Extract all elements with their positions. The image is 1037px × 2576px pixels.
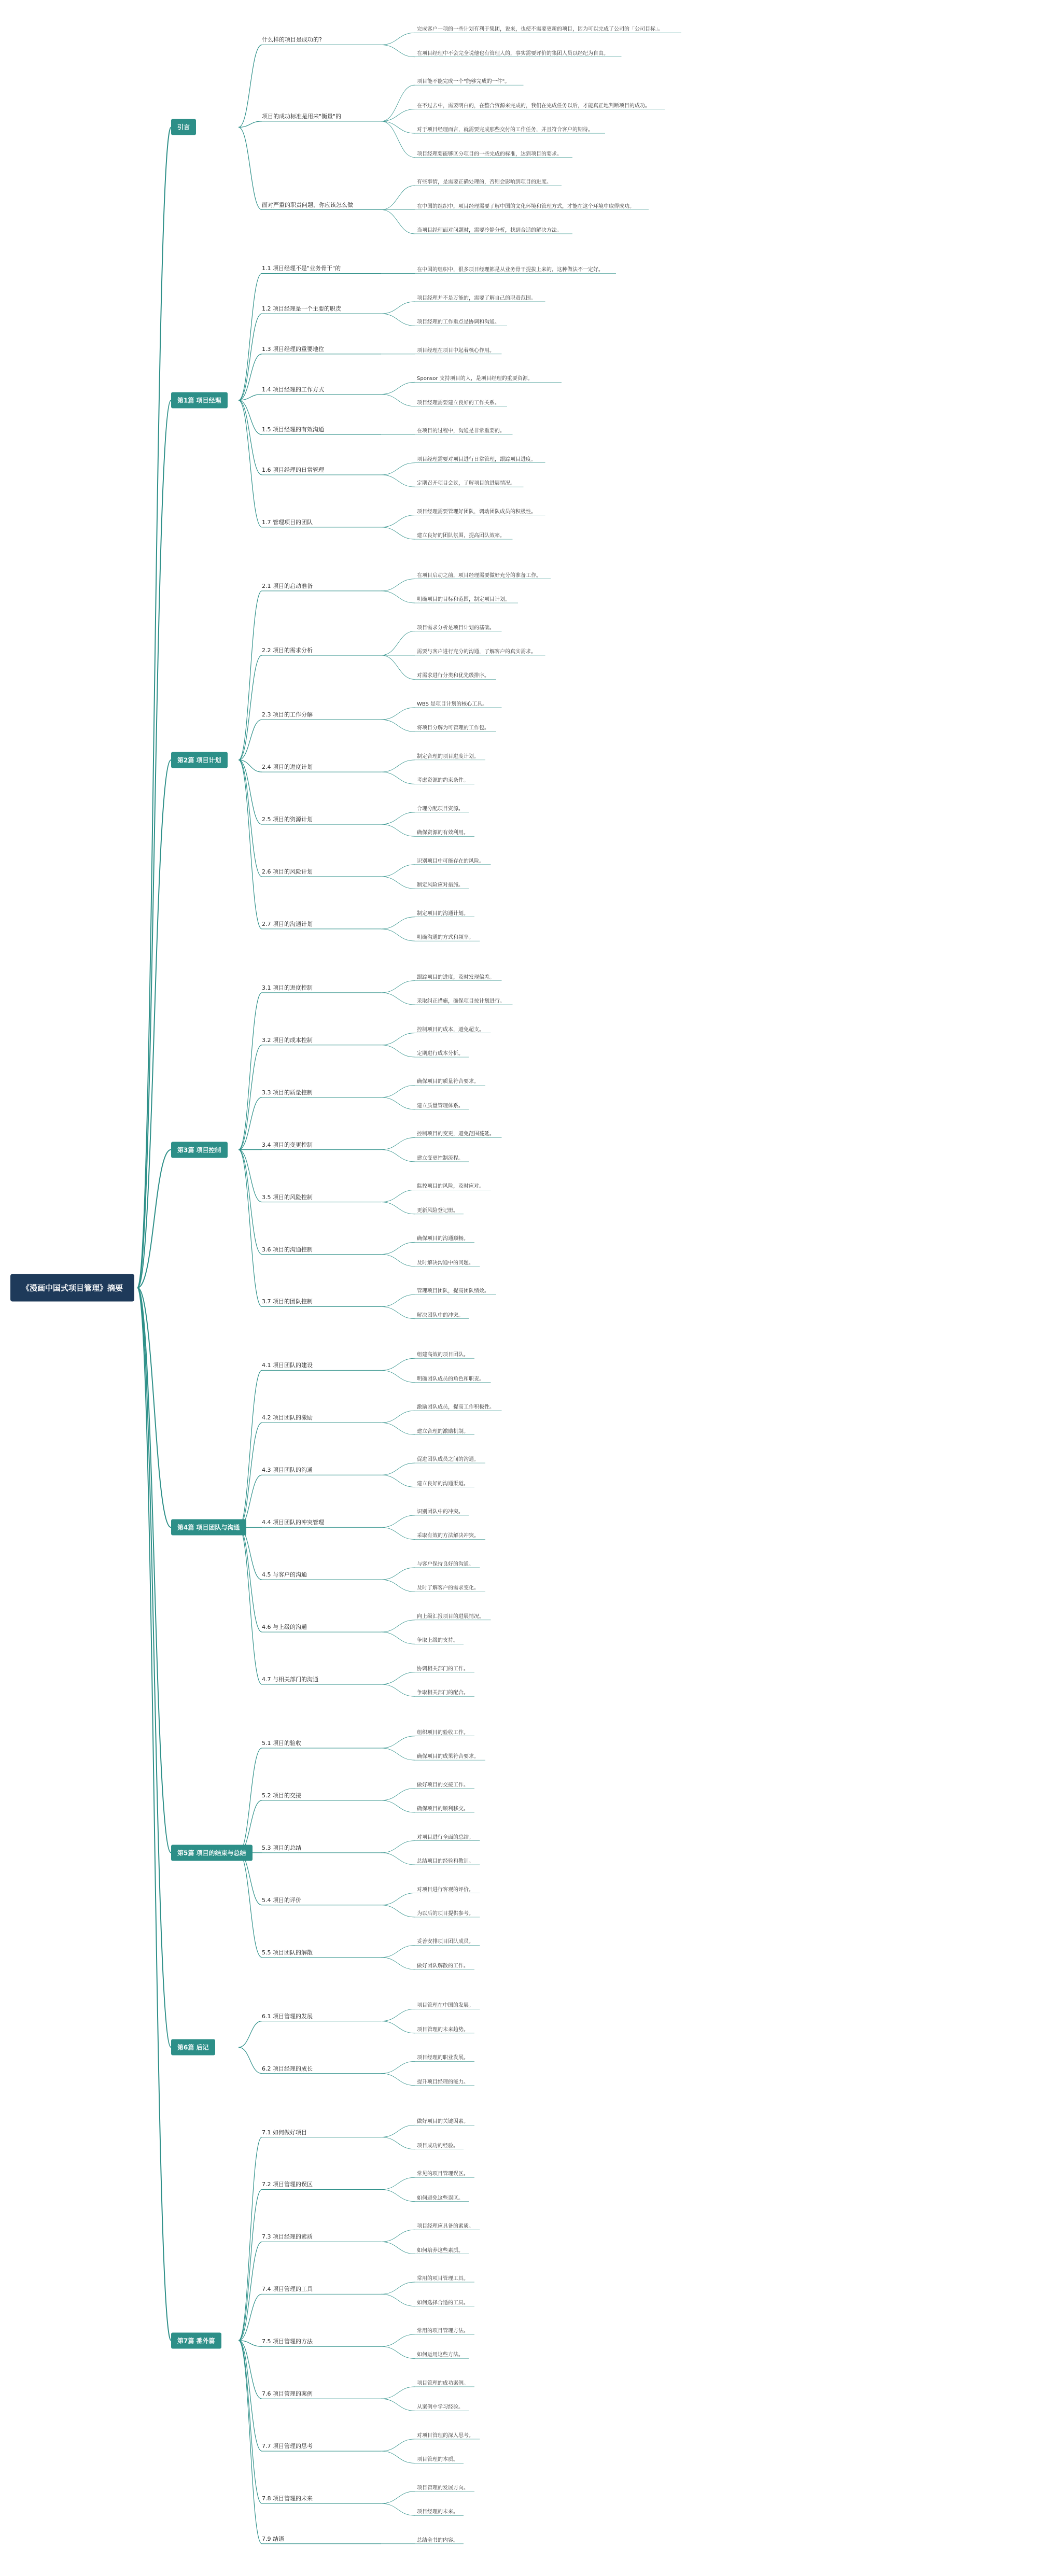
detail-text: 确保项目的顺利移交。 [417,1806,469,1812]
detail-text: 当项目经理面对问题时，需要冷静分析，找到合适的解决方法。 [417,227,562,233]
section-label: 6.1 项目管理的发展 [262,2012,313,2020]
detail-text: 如何选择合适的工具。 [417,2300,469,2306]
detail-text: 制定合理的项目进度计划。 [417,753,479,759]
section-label: 4.5 与客户的沟通 [262,1571,307,1579]
section-label: 3.1 项目的进度控制 [262,984,313,991]
section-label: 1.2 项目经理是一个主要的职责 [262,305,341,313]
detail-text: 将项目分解为可管理的工作包。 [417,725,489,731]
section-label: 2.7 项目的沟通计划 [262,920,313,927]
section-label: 5.2 项目的交接 [262,1792,301,1799]
root-node: 《漫画中国式项目管理》摘要 [10,1274,134,1302]
detail-text: 项目经理的未来。 [417,2509,458,2515]
detail-text: 需要与客户进行充分的沟通，了解客户的真实需求。 [417,649,536,655]
section-label: 7.1 如何做好项目 [262,2129,307,2136]
section-label: 7.5 项目管理的方法 [262,2338,313,2345]
detail-text: 项目经理的职业发展。 [417,2055,469,2061]
detail-text: 识别团队中的冲突。 [417,1509,464,1515]
section-label: 3.6 项目的沟通控制 [262,1246,313,1253]
detail-text: 建立良好的沟通渠道。 [417,1481,469,1487]
section-label: 3.5 项目的风险控制 [262,1193,313,1201]
section-label: 4.4 项目团队的冲突管理 [262,1519,324,1526]
detail-text: 有些事情，是需要正确处理的，否则会影响到项目的进度。 [417,179,552,186]
section-label: 7.6 项目管理的案例 [262,2390,313,2398]
detail-text: 明确项目的目标和范围，制定项目计划。 [417,597,510,603]
detail-text: 项目需求分析是项目计划的基础。 [417,625,495,631]
chapter-node: 第5篇 项目的结束与总结 [171,1845,253,1861]
detail-text: 对项目进行全面的总结。 [417,1834,474,1840]
detail-text: 项目经理需要建立良好的工作关系。 [417,400,500,406]
detail-text: 组建高效的项目团队。 [417,1352,469,1358]
section-label: 1.4 项目经理的工作方式 [262,386,324,393]
section-label: 5.3 项目的总结 [262,1844,301,1851]
detail-text: 项目管理的本质。 [417,2457,458,2463]
detail-text: 做好项目的关键因素。 [417,2119,469,2125]
detail-text: 解决团队中的冲突。 [417,1312,464,1318]
detail-text: 在中国的组织中，项目经理需要了解中国的文化环境和管理方式，才能在这个环境中取得成功。 [417,203,635,209]
detail-text: 如何运用这些方法。 [417,2352,464,2358]
section-label: 项目的成功标准是用来"衡量"的 [262,112,342,120]
section-label: 2.2 项目的需求分析 [262,647,313,654]
detail-text: 考虑资源的约束条件。 [417,778,469,784]
detail-text: 控制项目的变更，避免范围蔓延。 [417,1131,495,1137]
detail-text: 常用的项目管理工具。 [417,2276,469,2282]
detail-text: 合理分配项目资源。 [417,806,464,812]
detail-text: 在项目启动之前，项目经理需要做好充分的准备工作。 [417,572,541,579]
section-label: 3.3 项目的质量控制 [262,1089,313,1096]
chapter-node: 第1篇 项目经理 [171,392,228,409]
detail-text: 如何培养这些素质。 [417,2247,464,2254]
detail-text: 项目经理要能够区分项目的一些完成的标准，达到项目的要求。 [417,151,562,157]
detail-text: 总结项目的经验和教训。 [417,1859,474,1865]
detail-text: 对于项目经理而言，就需要完成那些交付的工作任务，并且符合客户的期待。 [417,127,593,133]
detail-text: 建立变更控制流程。 [417,1155,464,1161]
detail-text: 控制项目的成本，避免超支。 [417,1026,484,1033]
detail-text: 向上级汇报项目的进展情况。 [417,1613,484,1620]
section-label: 5.1 项目的验收 [262,1739,301,1747]
chapter-node: 第6篇 后记 [171,2039,215,2056]
detail-text: 确保项目的成果符合要求。 [417,1754,479,1760]
detail-text: 采取纠正措施，确保项目按计划进行。 [417,998,505,1005]
detail-text: 管理项目团队，提高团队绩效。 [417,1288,489,1294]
section-label: 2.1 项目的启动准备 [262,582,313,589]
detail-text: 项目管理的发展方向。 [417,2485,469,2491]
detail-text: 建立质量管理体系。 [417,1103,464,1109]
detail-text: 项目经理需要管理好团队，调动团队成员的积极性。 [417,509,536,515]
section-label: 4.1 项目团队的建设 [262,1362,313,1369]
detail-text: 组织项目的验收工作。 [417,1729,469,1736]
detail-text: 对需求进行分类和优先级排序。 [417,673,489,679]
detail-text: 确保资源的有效利用。 [417,830,469,836]
detail-text: 对项目管理的深入思考。 [417,2432,474,2439]
detail-text: 识别项目中可能存在的风险。 [417,858,484,864]
section-label: 1.6 项目经理的日常管理 [262,466,324,473]
detail-text: WBS 是项目计划的核心工具。 [417,701,488,707]
detail-text: 在中国的组织中，很多项目经理都是从业务骨干提拔上来的，这种做法不一定好。 [417,267,604,273]
section-label: 1.1 项目经理不是"业务骨干"的 [262,265,341,272]
section-label: 面对严重的职责问题，你应该怎么做 [262,201,353,208]
section-label: 1.3 项目经理的重要地位 [262,345,324,353]
detail-text: 确保项目的质量符合要求。 [417,1079,479,1085]
detail-text: 在项目经理中不会完全说他也有管理人的，事实需要评价的集团人员以经纪为自由。 [417,50,609,57]
detail-text: 争取上级的支持。 [417,1638,458,1644]
detail-text: 建立良好的团队氛围，提高团队效率。 [417,533,505,539]
section-label: 7.8 项目管理的未来 [262,2495,313,2502]
detail-text: 建立合理的激励机制。 [417,1428,469,1434]
chapter-node: 第2篇 项目计划 [171,752,228,768]
detail-text: 促进团队成员之间的沟通。 [417,1457,479,1463]
section-label: 3.4 项目的变更控制 [262,1141,313,1148]
section-label: 1.7 管理项目的团队 [262,518,313,526]
section-label: 2.3 项目的工作分解 [262,711,313,719]
detail-text: 项目管理的成功案例。 [417,2380,469,2386]
detail-text: 及时解决沟通中的问题。 [417,1260,474,1266]
detail-text: 常用的项目管理方法。 [417,2328,469,2334]
detail-text: 对项目进行客观的评价。 [417,1887,474,1893]
detail-text: 为以后的项目提供参考。 [417,1911,474,1917]
section-label: 什么样的项目是成功的? [262,36,322,44]
chapter-node: 第4篇 项目团队与沟通 [171,1519,246,1536]
section-label: 6.2 项目经理的成长 [262,2065,313,2072]
detail-text: 在不过去中，需要明白的，在整合资源来完成的，我们在完成任务以后，才能真正地判断项目的成功。 [417,103,650,109]
chapter-node: 第3篇 项目控制 [171,1142,228,1158]
section-label: 3.7 项目的团队控制 [262,1298,313,1305]
section-label: 7.2 项目管理的误区 [262,2181,313,2188]
detail-text: 提升项目经理的能力。 [417,2079,469,2085]
section-label: 7.9 结语 [262,2535,284,2542]
section-label: 5.5 项目团队的解散 [262,1949,313,1956]
detail-text: 与客户保持良好的沟通。 [417,1561,474,1567]
section-label: 2.5 项目的资源计划 [262,816,313,823]
section-label: 4.2 项目团队的激励 [262,1414,313,1421]
detail-text: 项目经理需要对项目进行日常管理，跟踪项目进度。 [417,456,536,462]
detail-text: 如何避免这些误区。 [417,2195,464,2201]
section-label: 2.4 项目的进度计划 [262,764,313,771]
section-label: 7.7 项目管理的思考 [262,2443,313,2450]
detail-text: 争取相关部门的配合。 [417,1690,469,1696]
detail-text: 定期召开项目会议，了解项目的进展情况。 [417,481,515,487]
detail-text: 常见的项目管理误区。 [417,2171,469,2177]
detail-text: 项目成功的经验。 [417,2143,458,2149]
detail-text: 协调相关部门的工作。 [417,1666,469,1672]
detail-text: 制定风险应对措施。 [417,882,464,889]
detail-text: 更新风险登记册。 [417,1207,458,1214]
chapter-node: 第7篇 番外篇 [171,2332,221,2348]
section-label: 2.6 项目的风险计划 [262,868,313,875]
detail-text: 制定项目的沟通计划。 [417,910,469,917]
section-label: 4.7 与相关部门的沟通 [262,1676,318,1683]
chapter-node: 引言 [171,119,196,135]
detail-text: 在项目的过程中，沟通是非常重要的。 [417,428,505,434]
detail-text: 项目管理的未来趋势。 [417,2026,469,2033]
detail-text: 项目管理在中国的发展。 [417,2003,474,2009]
detail-text: 定期进行成本分析。 [417,1051,464,1057]
section-label: 4.3 项目团队的沟通 [262,1467,313,1474]
detail-text: 项目能不能完成一个"能够完成的一件"。 [417,79,510,85]
section-label: 7.4 项目管理的工具 [262,2286,313,2293]
section-label: 3.2 项目的成本控制 [262,1036,313,1044]
detail-text: 做好团队解散的工作。 [417,1963,469,1969]
detail-text: 完成客户一项的一些计划有利于集团，说来，也使不需要更新的项目，因为可以完成了公司的「公司目标」。 [417,26,663,33]
detail-text: 项目经理应具备的素质。 [417,2223,474,2230]
detail-text: 激励团队成员，提高工作积极性。 [417,1404,495,1411]
detail-text: Sponsor 支持项目的人，是项目经理的重要资源。 [417,376,533,382]
section-label: 4.6 与上级的沟通 [262,1624,307,1631]
detail-text: 监控项目的风险，及时应对。 [417,1184,484,1190]
detail-text: 项目经理并不是万能的，需要了解自己的职责范围。 [417,295,536,301]
detail-text: 从案例中学习经验。 [417,2404,464,2411]
detail-text: 跟踪项目的进度，及时发现偏差。 [417,974,495,980]
detail-text: 明确沟通的方式和频率。 [417,935,474,941]
section-label: 5.4 项目的评价 [262,1896,301,1904]
detail-text: 及时了解客户的需求变化。 [417,1585,479,1592]
detail-text: 采取有效的方法解决冲突。 [417,1533,479,1539]
detail-text: 总结全书的内容。 [417,2537,458,2543]
detail-text: 明确团队成员的角色和职责。 [417,1376,484,1382]
section-label: 1.5 项目经理的有效沟通 [262,426,324,433]
detail-text: 项目经理在项目中起着核心作用。 [417,347,495,354]
section-label: 7.3 项目经理的素质 [262,2233,313,2241]
detail-text: 做好项目的交接工作。 [417,1782,469,1788]
detail-text: 项目经理的工作重点是协调和沟通。 [417,319,500,326]
detail-text: 确保项目的沟通顺畅。 [417,1236,469,1242]
detail-text: 妥善安排项目团队成员。 [417,1939,474,1945]
